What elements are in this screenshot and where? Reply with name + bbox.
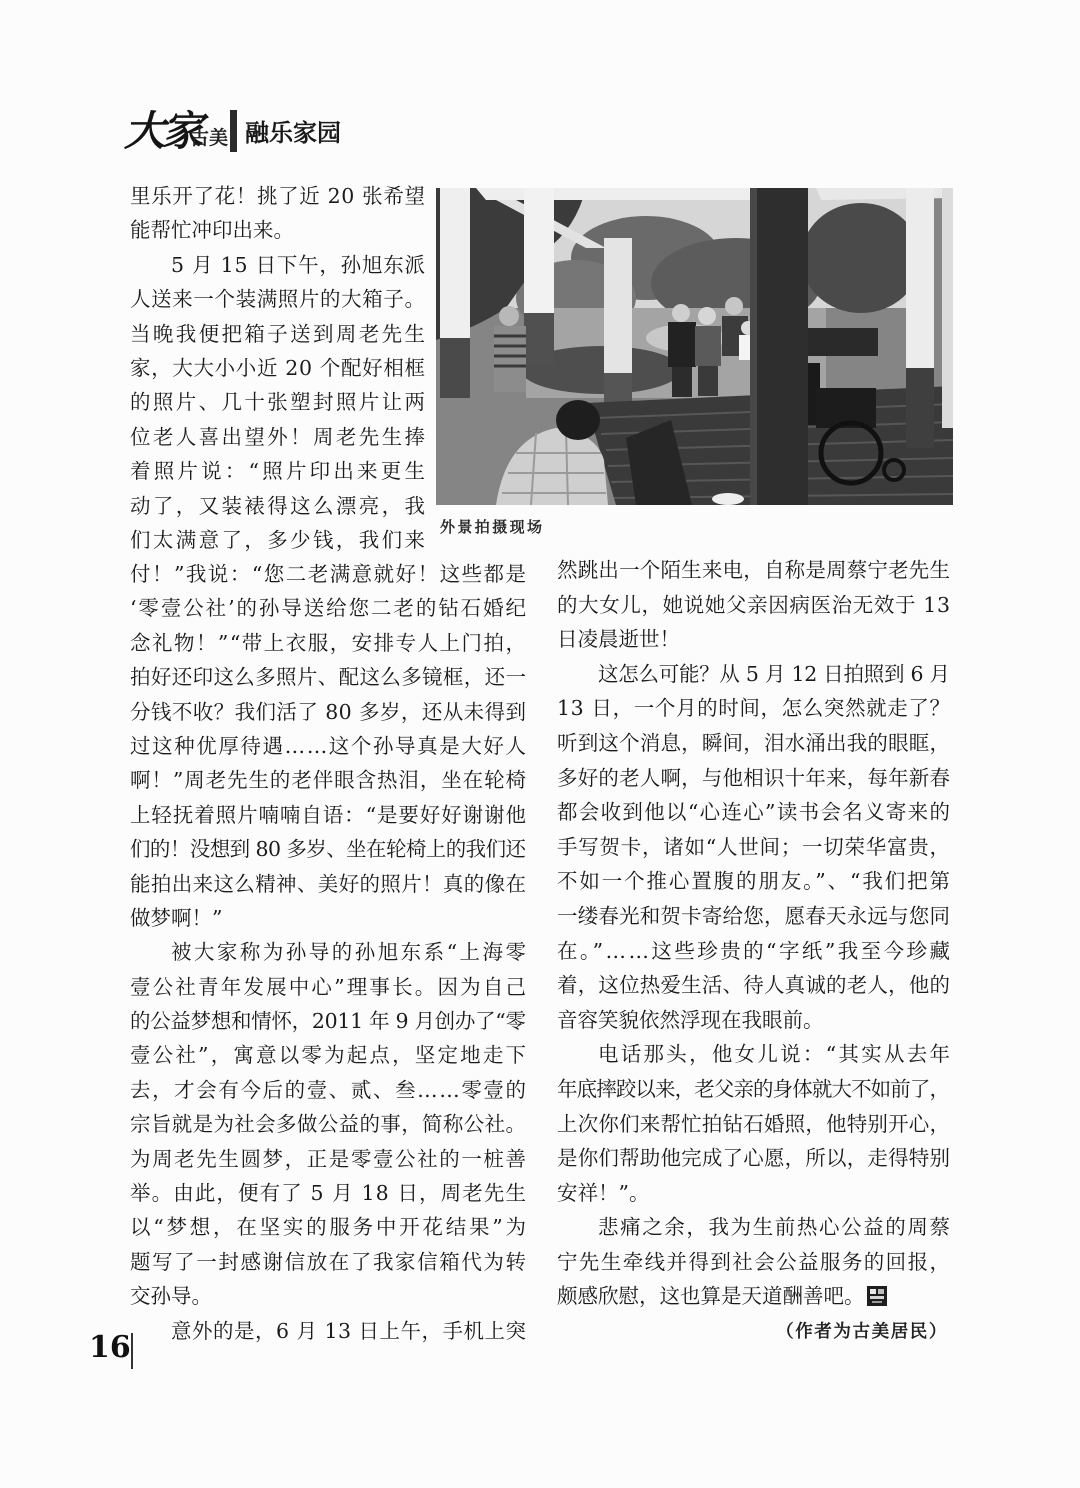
end-mark-icon — [867, 1282, 887, 1302]
text-line — [557, 588, 950, 623]
text-line — [130, 1245, 526, 1279]
text-line-content: 电话那头，他女儿说：“其实从去年 — [598, 1042, 953, 1067]
text-line-content: 的公益梦想和情怀，2011 年 9 月创办了“零 — [130, 1009, 526, 1034]
text-line — [130, 489, 428, 523]
photo-caption: 外景拍摄现场 — [440, 518, 545, 536]
text-line-content: 的照片、几十张塑封照片让两 — [130, 390, 428, 415]
text-line — [557, 899, 950, 934]
photo-scene — [436, 188, 953, 505]
photo-person-head — [672, 304, 690, 322]
text-line-content: 位老人喜出望外！周老先生捧 — [130, 424, 428, 449]
article-photo — [436, 188, 953, 505]
text-line — [130, 1176, 526, 1210]
text-line — [557, 968, 950, 1003]
text-line — [557, 864, 950, 899]
text-line-content: 不如一个推心置腹的朋友。”、“我们把第 — [557, 869, 952, 894]
text-line — [130, 1038, 529, 1072]
article-column-right — [557, 553, 953, 1314]
text-line-content: 啊！”周老先生的老伴眼含热泪，坐在轮椅 — [130, 768, 527, 793]
text-line — [557, 1176, 950, 1211]
text-line-content: 家，大大小小近 20 个配好相框 — [130, 355, 426, 380]
text-line-content: 能拍出来这么精神、美好的照片！真的像在 — [130, 871, 527, 896]
article-column-left-top — [130, 179, 429, 557]
text-line — [130, 626, 526, 660]
photo-pillar — [604, 238, 632, 373]
text-line-content: 安祥！”。 — [557, 1180, 650, 1205]
text-line — [557, 622, 950, 657]
text-line — [130, 867, 526, 901]
photo-person-body — [695, 326, 721, 366]
text-line — [130, 1004, 526, 1038]
text-line-content: 以“梦想，在坚实的服务中开花结果”为 — [130, 1215, 529, 1240]
text-line-content: 颇感欣慰，这也算是天道酬善吧。 — [557, 1284, 865, 1309]
text-line — [130, 1210, 529, 1244]
text-line — [557, 934, 953, 969]
text-line — [130, 1107, 526, 1141]
text-line — [130, 557, 526, 591]
text-line — [557, 1141, 950, 1176]
photo-pillar-base — [604, 373, 632, 403]
text-line-content: 5 月 15 日下午，孙旭东派 — [171, 252, 426, 277]
text-line-content: 念礼物！”“带上衣服，安排专人上门拍， — [130, 630, 528, 655]
text-line — [557, 830, 950, 865]
text-line — [130, 1279, 526, 1313]
text-line-content: 手写贺卡，诸如“人世间；一切荣华富贵， — [557, 834, 951, 859]
text-line-content: 壹公社青年发展中心”理事长。因为自己 — [130, 974, 529, 999]
photo-pillar — [942, 188, 953, 428]
text-line — [130, 282, 425, 316]
text-line-content: 动了，又装裱得这么漂亮，我 — [130, 493, 428, 518]
text-line-content: 分钱不收？我们活了 80 多岁，还从未得到 — [130, 699, 527, 724]
author-byline: （作者为古美居民） — [776, 1322, 948, 1342]
text-line — [130, 935, 529, 969]
photo-standing-person-head — [499, 306, 519, 326]
text-line — [557, 1037, 953, 1072]
text-line-content: 着，这位热爱生活、待人真诚的老人，他的 — [557, 973, 951, 998]
photo-pergola-beam — [476, 188, 771, 200]
text-line-content: 多好的老人啊，与他相识十年来，每年新春 — [557, 765, 951, 790]
text-line — [130, 798, 526, 832]
photo-photographer-hair — [556, 400, 600, 440]
text-line-content: 都会收到他以“心连心”读书会名义寄来的 — [557, 800, 952, 825]
text-line-content: 宁先生牵线并得到社会公益服务的回报， — [557, 1249, 952, 1274]
text-line — [130, 179, 425, 213]
text-line-content: 能帮忙冲印出来。 — [130, 218, 294, 243]
photo-person-legs — [672, 367, 692, 397]
photo-bench-back — [798, 328, 878, 356]
photo-post — [750, 188, 808, 505]
text-line-content: 过这种优厚待遇……这个孙导真是大好人 — [130, 733, 528, 758]
text-line-content: 付！”我说：“您二老满意就好！这些都是 — [130, 562, 528, 586]
text-line-content: 举。由此，便有了 5 月 18 日，周老先生 — [130, 1181, 528, 1206]
text-line-content: 着照片说：“照片印出来更生 — [130, 459, 429, 484]
photo-pillar-base — [524, 313, 554, 365]
photo-pillar-base — [440, 338, 470, 398]
page-number-divider — [131, 1333, 133, 1369]
text-line-content: 13 日，一个月的时间，怎么突然就走了？ — [557, 696, 951, 721]
text-line — [557, 795, 950, 830]
photo-pillar — [440, 188, 470, 338]
header-divider-bar — [230, 110, 237, 152]
text-line-content: 音容笑貌依然浮现在我眼前。 — [557, 1007, 824, 1032]
text-line — [130, 832, 526, 866]
article-column-left — [130, 557, 529, 1348]
brand-logo-sub: 古美 — [190, 127, 229, 149]
text-line-content: 题写了一封感谢信放在了我家信箱代为转 — [130, 1249, 528, 1274]
photo-tree — [801, 203, 921, 313]
text-line-content: 这怎么可能？从 5 月 12 日拍照到 6 月 — [598, 661, 950, 686]
text-line — [557, 1245, 950, 1280]
text-line — [130, 420, 428, 454]
text-line — [130, 523, 428, 557]
photo-person-body — [668, 322, 696, 367]
text-line — [130, 213, 425, 247]
text-line — [130, 763, 526, 797]
text-line — [130, 695, 526, 729]
text-line-content: 去，才会有今后的壹、贰、叁……零壹的 — [130, 1077, 528, 1102]
text-line-content: 然跳出一个陌生来电，自称是周蔡宁老先生 — [557, 558, 951, 582]
text-line — [130, 317, 428, 351]
text-line-content: 上轻抚着照片喃喃自语：“是要好好谢谢他 — [130, 802, 527, 827]
text-line-content: 壹公社”，寓意以零为起点，坚定地走下 — [130, 1043, 529, 1068]
text-line — [557, 1072, 950, 1107]
brand-logo-main: 大家 — [124, 107, 200, 155]
text-line — [130, 1073, 526, 1107]
text-line-content: 的大女儿，她说她父亲因病医治无效于 13 — [557, 592, 951, 617]
photo-person-head — [698, 307, 716, 325]
photo-post-edge — [750, 188, 757, 505]
text-line — [130, 1142, 526, 1176]
photo-pillar — [906, 188, 934, 368]
text-line-content: 拍好还印这么多照片、配这么多镜框，还一 — [130, 665, 527, 690]
text-line — [557, 1279, 950, 1314]
text-line — [130, 351, 425, 385]
text-line — [130, 970, 529, 1004]
text-line — [557, 1003, 950, 1038]
photo-pillar-base — [906, 368, 934, 448]
text-line — [130, 660, 526, 694]
photo-sneakers — [712, 493, 744, 505]
text-line-content: 当晚我便把箱子送到周老先生 — [130, 321, 428, 346]
text-line — [130, 248, 425, 282]
text-line — [557, 553, 950, 588]
text-line-content: 为周老先生圆梦，正是零壹公社的一桩善 — [130, 1146, 528, 1171]
text-line-content: 们的！没想到 80 多岁、坐在轮椅上的我们还 — [130, 837, 526, 862]
text-line-content: 里乐开了花！挑了近 20 张希望 — [130, 184, 426, 208]
text-line — [557, 657, 950, 692]
photo-person-legs — [698, 366, 718, 396]
text-line-content: 人送来一个装满照片的大箱子。 — [130, 287, 426, 312]
text-line — [130, 385, 428, 419]
text-line — [557, 761, 950, 796]
text-line-content: 宗旨就是为社会多做公益的事，简称公社。 — [130, 1112, 527, 1137]
text-line — [130, 901, 526, 935]
photo-person-head — [725, 297, 743, 315]
text-line-content: ‘零壹公社’的孙导送给您二老的钻石婚纪 — [130, 596, 528, 621]
text-line — [557, 1210, 950, 1245]
text-line-content: 是你们帮助他完成了心愿，所以，走得特别 — [557, 1146, 951, 1171]
text-line — [557, 726, 950, 761]
text-line-content: 上次你们来帮忙拍钻石婚照，他特别开心， — [557, 1111, 951, 1136]
page-number: 16 — [89, 1330, 131, 1365]
section-title: 融乐家园 — [245, 119, 341, 147]
text-line — [130, 591, 526, 625]
text-line-content: 悲痛之余，我为生前热心公益的周蔡 — [598, 1215, 952, 1240]
photo-pillar — [524, 188, 554, 313]
text-line-content: 听到这个消息，瞬间，泪水涌出我的眼眶， — [557, 730, 951, 755]
text-line — [130, 1314, 526, 1348]
text-line-content: 年底摔跤以来，老父亲的身体就大不如前了， — [557, 1076, 950, 1101]
text-line — [130, 454, 429, 488]
text-line-content: 们太满意了，多少钱，我们来 — [130, 527, 428, 552]
text-line — [557, 691, 950, 726]
text-line-content: 交孙导。 — [130, 1284, 212, 1309]
text-line — [557, 1107, 950, 1142]
text-line-content: 被大家称为孙导的孙旭东系“上海零 — [171, 940, 529, 965]
text-line-content: 做梦啊！” — [130, 905, 223, 930]
text-line-content: 意外的是，6 月 13 日上午，手机上突 — [171, 1318, 527, 1343]
text-line-content: 一缕春光和贺卡寄给您，愿春天永远与您同 — [557, 903, 951, 928]
text-line-content: 在。”……这些珍贵的“字纸”我至今珍藏 — [557, 938, 953, 963]
text-line-content: 日凌晨逝世！ — [557, 627, 680, 652]
text-line — [130, 729, 526, 763]
